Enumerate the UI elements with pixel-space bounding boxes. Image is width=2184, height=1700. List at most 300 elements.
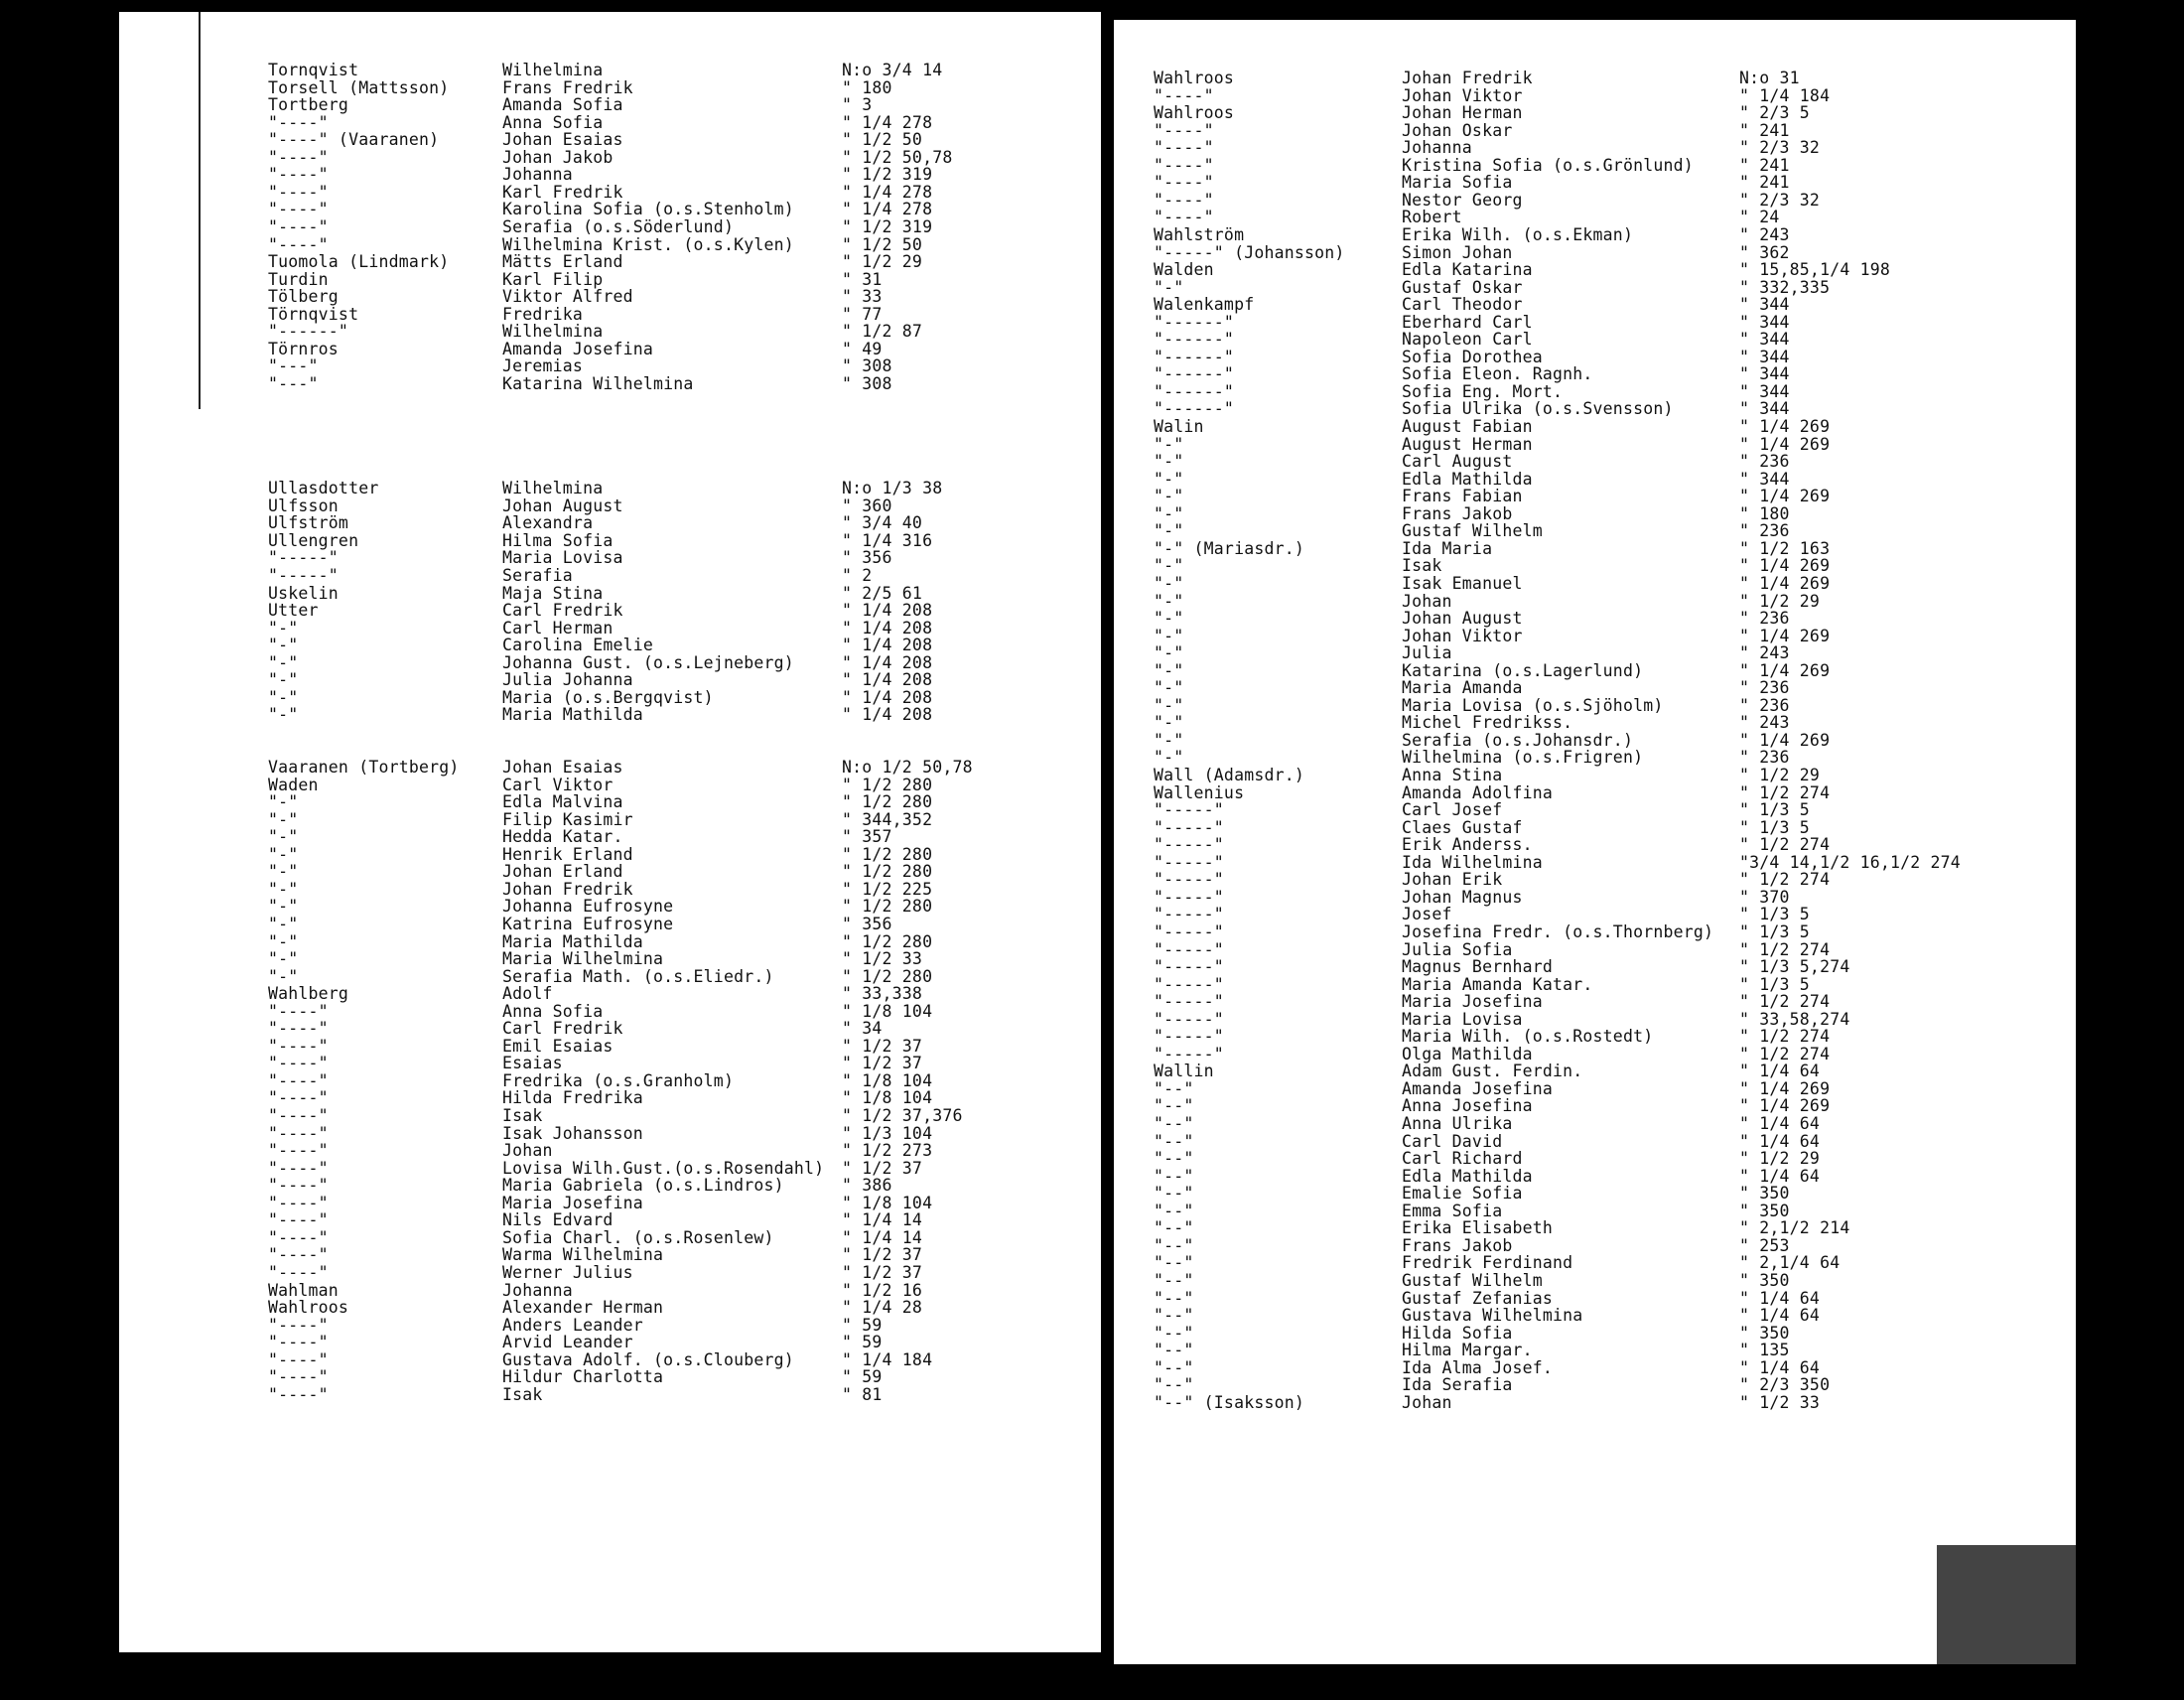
entry-reference: " 332,335 [1739,277,1831,297]
entry-surname: "-" [268,879,299,899]
entry-surname: "-" [268,705,299,725]
register-entry [1114,610,2076,628]
entry-surname: "------" [1154,312,1235,332]
entry-given-name: Isak [1402,556,1442,576]
entry-given-name: Gustaf Zefanias [1402,1288,1554,1308]
register-entry [1114,453,2076,471]
entry-reference: " 81 [842,1384,883,1404]
entry-surname: Wahlroos [268,1298,349,1318]
entry-reference: " 1/2 33 [1739,1392,1821,1412]
entry-surname: "----" [268,1210,329,1230]
entry-surname: "-" [1154,678,1184,698]
entry-surname: "-" [268,966,299,986]
entry-reference: " 1/2 37 [842,1158,923,1178]
entry-reference: " 1/4 64 [1739,1131,1821,1151]
entry-reference: " 34 [842,1019,883,1039]
entry-given-name: Amanda Josefina [502,339,654,358]
entry-surname: "-----" [1154,921,1224,941]
register-entry [119,1368,1101,1386]
entry-reference: " 241 [1739,120,1790,140]
entry-surname: "-----" [1154,887,1224,907]
entry-reference: " 386 [842,1176,892,1196]
entry-reference: " 253 [1739,1235,1790,1255]
entry-surname: Törnros [268,339,339,358]
register-entry [119,497,1101,515]
register-entry [1114,488,2076,505]
entry-given-name: Fredrik Ferdinand [1402,1253,1573,1273]
entry-reference: " 1/2 280 [842,862,933,882]
entry-surname: "--" [1154,1114,1194,1133]
entry-surname: "----" [268,1227,329,1247]
entry-surname: "-" [268,827,299,847]
entry-given-name: Frans Jakob [1402,503,1513,523]
entry-reference: " 1/4 278 [842,182,933,202]
entry-surname: "----" [268,1176,329,1196]
entry-reference: " 24 [1739,208,1780,227]
page-corner-shadow [1937,1545,2076,1664]
register-entry [1114,1046,2076,1063]
entry-surname: "-" [1154,626,1184,645]
entry-given-name: Anna Stina [1402,766,1503,784]
entry-given-name: Erik Anderss. [1402,835,1533,855]
entry-given-name: Ida Serafia [1402,1375,1513,1395]
entry-given-name: Edla Mathilda [1402,469,1533,489]
entry-reference: " 344 [1739,347,1790,366]
register-entry [1114,157,2076,175]
entry-reference: " 2,1/4 64 [1739,1253,1841,1273]
register-entry [119,445,1101,463]
register-entry [119,654,1101,672]
entry-given-name: Carl Richard [1402,1149,1523,1169]
register-entry [1114,679,2076,697]
register-entry [1114,279,2076,297]
entry-surname: "----" [268,1001,329,1021]
entry-surname: Wallenius [1154,782,1245,802]
entry-surname: "-" [1154,643,1184,663]
entry-given-name: Serafia Math. (o.s.Eliedr.) [502,966,774,986]
register-entry [119,828,1101,846]
entry-given-name: Julia Johanna [502,670,633,690]
entry-surname: "-" [1154,660,1184,680]
entry-reference: " 1/4 64 [1739,1062,1821,1081]
entry-given-name: Karl Fredrik [502,182,623,202]
entry-surname: "----" [268,1123,329,1143]
entry-given-name: Maria Josefina [502,1193,643,1212]
entry-given-name: Johan Viktor [1402,626,1523,645]
register-entry [1114,471,2076,489]
entry-given-name: Karl Filip [502,269,604,289]
entry-given-name: Mätts Erland [502,252,623,272]
entry-given-name: Sofia Charl. (o.s.Rosenlew) [502,1227,774,1247]
entry-surname: "-----" [1154,957,1224,977]
entry-given-name: Carl Josef [1402,800,1503,820]
entry-given-name: Sofia Dorothea [1402,347,1543,366]
register-entry [1114,1080,2076,1098]
entry-surname: "-----" [1154,852,1224,872]
entry-given-name: Maria Josefina [1402,992,1543,1012]
left-page [119,12,1101,1652]
entry-reference: " 1/4 269 [1739,660,1831,680]
entry-surname: "--" [1154,1149,1194,1169]
entry-surname: "------" [1154,381,1235,401]
entry-reference: " 1/4 208 [842,618,933,638]
register-entry [1114,714,2076,732]
entry-given-name: Emil Esaias [502,1036,614,1056]
entry-surname: "---" [268,356,319,376]
entry-surname: "-----" [1154,870,1224,890]
entry-given-name: Anna Sofia [502,112,604,132]
register-entry [1114,1011,2076,1029]
entry-reference: " 1/8 104 [842,1070,933,1090]
entry-reference: " 1/3 5 [1739,921,1810,941]
entry-reference: " 1/4 208 [842,687,933,707]
entry-given-name: Johan Herman [1402,103,1523,123]
entry-reference: " 1/2 280 [842,897,933,917]
entry-given-name: Nils Edvard [502,1210,614,1230]
entry-given-name: Adolf [502,984,553,1004]
entry-surname: "------" [1154,364,1235,384]
entry-reference: " 33,58,274 [1739,1009,1850,1029]
register-entry [119,567,1101,585]
entry-surname: "------" [268,322,349,342]
entry-given-name: Werner Julius [502,1262,633,1282]
entry-given-name: Katrina Eufrosyne [502,914,674,933]
entry-surname: "-" [268,862,299,882]
entry-reference: " 1/4 316 [842,530,933,550]
entry-reference: " 236 [1739,609,1790,629]
entry-given-name: Johan [1402,1392,1452,1412]
entry-given-name: Anders Leander [502,1315,643,1335]
entry-surname: "--" [1154,1201,1194,1220]
entry-surname: "----" [268,1141,329,1161]
entry-given-name: Edla Malvina [502,792,623,812]
entry-reference: " 1/4 64 [1739,1114,1821,1133]
register-entry [119,933,1101,951]
entry-reference: " 350 [1739,1184,1790,1204]
register-entry [119,1351,1101,1369]
register-entry [1114,923,2076,941]
entry-surname: "--" [1154,1306,1194,1326]
entry-given-name: Josefina Fredr. (o.s.Thornberg) [1402,921,1714,941]
entry-given-name: Gustaf Oskar [1402,277,1523,297]
register-entry [119,950,1101,968]
entry-reference: " 344 [1739,364,1790,384]
register-entry [1114,906,2076,923]
entry-surname: "-----" [1154,905,1224,924]
entry-surname: Waden [268,775,319,794]
entry-given-name: Jeremias [502,356,584,376]
entry-reference: " 59 [842,1367,883,1387]
entry-reference: " 243 [1739,643,1790,663]
register-entry [1114,1359,2076,1377]
register-entry [119,218,1101,236]
register-entry [119,1246,1101,1264]
entry-reference: " 1/4 208 [842,705,933,725]
register-entry [119,288,1101,306]
page-fold [119,12,201,409]
entry-given-name: Adam Gust. Ferdin. [1402,1062,1583,1081]
entry-surname: "----" [268,200,329,219]
register-entry [1114,1062,2076,1080]
register-entry [119,1299,1101,1317]
entry-given-name: Johan Jakob [502,147,614,167]
entry-given-name: Maria Gabriela (o.s.Lindros) [502,1176,784,1196]
register-entry [1114,436,2076,454]
entry-reference: " 344 [1739,330,1790,350]
entry-surname: "----" [268,1262,329,1282]
register-entry [119,323,1101,341]
register-entry [1114,871,2076,889]
register-entry [119,602,1101,620]
entry-reference: " 1/2 29 [1739,1149,1821,1169]
entry-given-name: Maria Wilhelmina [502,949,664,969]
entry-reference: " 180 [1739,503,1790,523]
register-entry [1114,854,2076,872]
entry-reference: " 344 [1739,381,1790,401]
entry-reference: " 344 [1739,399,1790,419]
register-entry [1114,557,2076,575]
entry-given-name: Katarina (o.s.Lagerlund) [1402,660,1644,680]
entry-given-name: Serafia (o.s.Söderlund) [502,216,735,236]
entry-surname: "----" (Vaaranen) [268,130,440,150]
entry-reference: " 1/4 208 [842,601,933,621]
entry-reference: " 33 [842,287,883,307]
entry-reference: " 356 [842,914,892,933]
register-entry [119,1125,1101,1143]
entry-given-name: Serafia [502,565,573,585]
entry-reference: " 350 [1739,1323,1790,1343]
register-entry [1114,104,2076,122]
entry-surname: "--" [1154,1288,1194,1308]
entry-surname: "-" [1154,277,1184,297]
entry-reference: " 236 [1739,678,1790,698]
register-entry [119,898,1101,916]
register-entry [119,114,1101,132]
register-entry [1114,1185,2076,1203]
entry-given-name: Hilda Fredrika [502,1088,643,1108]
entry-reference: " 308 [842,356,892,376]
entry-reference: " 1/2 16 [842,1280,923,1300]
entry-given-name: Johan Esaias [502,758,623,777]
register-entry [119,1089,1101,1107]
entry-surname: "----" [268,1036,329,1056]
entry-surname: "-----" [1154,974,1224,994]
entry-reference: " 2 [842,565,873,585]
entry-surname: Wallin [1154,1062,1214,1081]
entry-surname: "-----" [1154,800,1224,820]
entry-surname: "----" [268,1333,329,1352]
entry-given-name: Johan [1402,591,1452,611]
entry-reference: " 1/2 274 [1739,782,1831,802]
entry-reference: N:o 1/3 38 [842,479,943,498]
entry-surname: "-" [268,652,299,672]
entry-surname: Ulfsson [268,496,339,515]
register-entry [1114,418,2076,436]
register-entry [119,863,1101,881]
entry-given-name: Maria Lovisa [502,548,623,568]
entry-given-name: Kristina Sofia (o.s.Grönlund) [1402,155,1694,175]
entry-given-name: Johan Fredrik [502,879,633,899]
entry-given-name: Maria Mathilda [502,931,643,951]
entry-reference: " 1/2 280 [842,931,933,951]
register-entry [1114,1272,2076,1290]
register-entry [1114,192,2076,210]
entry-given-name: Carl Fredrik [502,601,623,621]
entry-surname: "-" [1154,748,1184,768]
entry-surname: Tornqvist [268,61,359,79]
register-entry [1114,749,2076,767]
register-entry [119,620,1101,638]
register-entry [119,1386,1101,1404]
entry-reference: " 33,338 [842,984,923,1004]
entry-surname: "-----" [268,565,339,585]
entry-surname: "----" [268,147,329,167]
entry-given-name: Wilhelmina [502,322,604,342]
register-entry [119,671,1101,689]
entry-reference: " 1/3 5,274 [1739,957,1850,977]
entry-surname: Törnqvist [268,304,359,324]
register-entry [1114,993,2076,1011]
entry-reference: " 236 [1739,521,1790,541]
register-entry [1114,505,2076,523]
entry-reference: " 1/3 5 [1739,817,1810,837]
entry-given-name: Katarina Wilhelmina [502,373,694,393]
register-entry [1114,1376,2076,1394]
entry-reference: " 308 [842,373,892,393]
register-entry [1114,261,2076,279]
entry-surname: "-" [1154,730,1184,750]
entry-surname: Vaaranen (Tortberg) [268,758,460,777]
entry-reference: " 1/4 269 [1739,556,1831,576]
register-entry [1114,697,2076,715]
entry-surname: "-----" [1154,1027,1224,1047]
register-entry [119,410,1101,428]
entry-given-name: Wilhelmina [502,479,604,498]
entry-reference: " 1/4 269 [1739,434,1831,454]
register-entry [1114,174,2076,192]
entry-reference: " 344 [1739,469,1790,489]
entry-given-name: August Herman [1402,434,1533,454]
register-entry [1114,540,2076,558]
entry-reference: " 1/2 225 [842,879,933,899]
entry-surname: "-" [268,931,299,951]
entry-surname: Wahlroos [1154,69,1235,87]
entry-surname: "------" [1154,330,1235,350]
entry-given-name: Olga Mathilda [1402,1044,1533,1063]
entry-surname: "-----" [1154,835,1224,855]
entry-reference: " 31 [842,269,883,289]
register-entry [1114,244,2076,262]
entry-reference: " 356 [842,548,892,568]
entry-surname: "-----" [1154,992,1224,1012]
entry-given-name: Arvid Leander [502,1333,633,1352]
entry-reference: " 344,352 [842,809,933,829]
entry-given-name: Wilhelmina Krist. (o.s.Kylen) [502,234,794,254]
entry-given-name: Hildur Charlotta [502,1367,664,1387]
register-entry [119,1072,1101,1090]
register-entry [1114,314,2076,332]
entry-surname: "--" [1154,1218,1194,1238]
entry-surname: "---" [268,373,319,393]
entry-given-name: Amanda Sofia [502,95,623,115]
entry-given-name: Maria Amanda [1402,678,1523,698]
entry-reference: " 1/2 274 [1739,1044,1831,1063]
register-entry [1114,331,2076,349]
entry-given-name: Carl August [1402,452,1513,472]
entry-reference: " 1/2 37 [842,1054,923,1073]
register-entry [119,741,1101,759]
entry-reference: " 1/2 29 [1739,766,1821,784]
entry-given-name: Erika Elisabeth [1402,1218,1554,1238]
entry-given-name: Frans Fabian [1402,487,1523,506]
register-entry [119,201,1101,218]
entry-reference: " 1/4 184 [842,1349,933,1369]
entry-surname: "--" [1154,1341,1194,1360]
entry-reference: " 350 [1739,1201,1790,1220]
register-entry [119,985,1101,1003]
entry-given-name: Julia Sofia [1402,939,1513,959]
entry-surname: Ullasdotter [268,479,379,498]
register-entry [1114,1150,2076,1168]
register-entry [1114,1028,2076,1046]
entry-reference: " 77 [842,304,883,324]
register-entry [1114,941,2076,959]
entry-reference: " 1/2 33 [842,949,923,969]
entry-given-name: Anna Josefina [1402,1096,1533,1116]
entry-given-name: Edla Katarina [1402,260,1533,280]
entry-given-name: Wilhelmina (o.s.Frigren) [1402,748,1644,768]
entry-reference: " 2/3 350 [1739,1375,1831,1395]
entry-surname: "----" [268,1193,329,1212]
entry-given-name: Johan August [502,496,623,515]
entry-given-name: Maria (o.s.Bergqvist) [502,687,714,707]
entry-surname: "--" [1154,1253,1194,1273]
entry-reference: " 1/2 50,78 [842,147,953,167]
entry-given-name: Serafia (o.s.Johansdr.) [1402,730,1634,750]
register-entry [1114,349,2076,366]
entry-given-name: Carolina Emelie [502,636,654,655]
entry-reference: " 1/2 87 [842,322,923,342]
entry-given-name: Sofia Eng. Mort. [1402,381,1564,401]
entry-surname: "-" [1154,573,1184,593]
entry-given-name: Isak Johansson [502,1123,643,1143]
register-entry [119,759,1101,777]
entry-reference: " 1/4 269 [1739,573,1831,593]
entry-reference: " 1/3 5 [1739,974,1810,994]
register-entry [1114,958,2076,976]
entry-given-name: Carl David [1402,1131,1503,1151]
entry-given-name: Maria Sofia [1402,173,1513,193]
register-entry [119,1055,1101,1072]
entry-given-name: Ida Wilhelmina [1402,852,1543,872]
register-entry [1114,976,2076,994]
entry-reference: " 1/8 104 [842,1088,933,1108]
entry-reference: " 59 [842,1315,883,1335]
entry-reference: " 370 [1739,887,1790,907]
entry-given-name: Johan Viktor [1402,85,1523,105]
entry-reference: "3/4 14,1/2 16,1/2 274 [1739,852,1961,872]
entry-surname: "-" [1154,556,1184,576]
entry-surname: "----" [268,1384,329,1404]
entry-surname: "----" [1154,173,1214,193]
register-entry [1114,1168,2076,1186]
entry-reference: N:o 31 [1739,69,1800,87]
register-entry [119,62,1101,79]
entry-given-name: Alexandra [502,513,594,533]
entry-surname: "-" [268,844,299,864]
entry-reference: " 3 [842,95,873,115]
entry-given-name: Filip Kasimir [502,809,633,829]
